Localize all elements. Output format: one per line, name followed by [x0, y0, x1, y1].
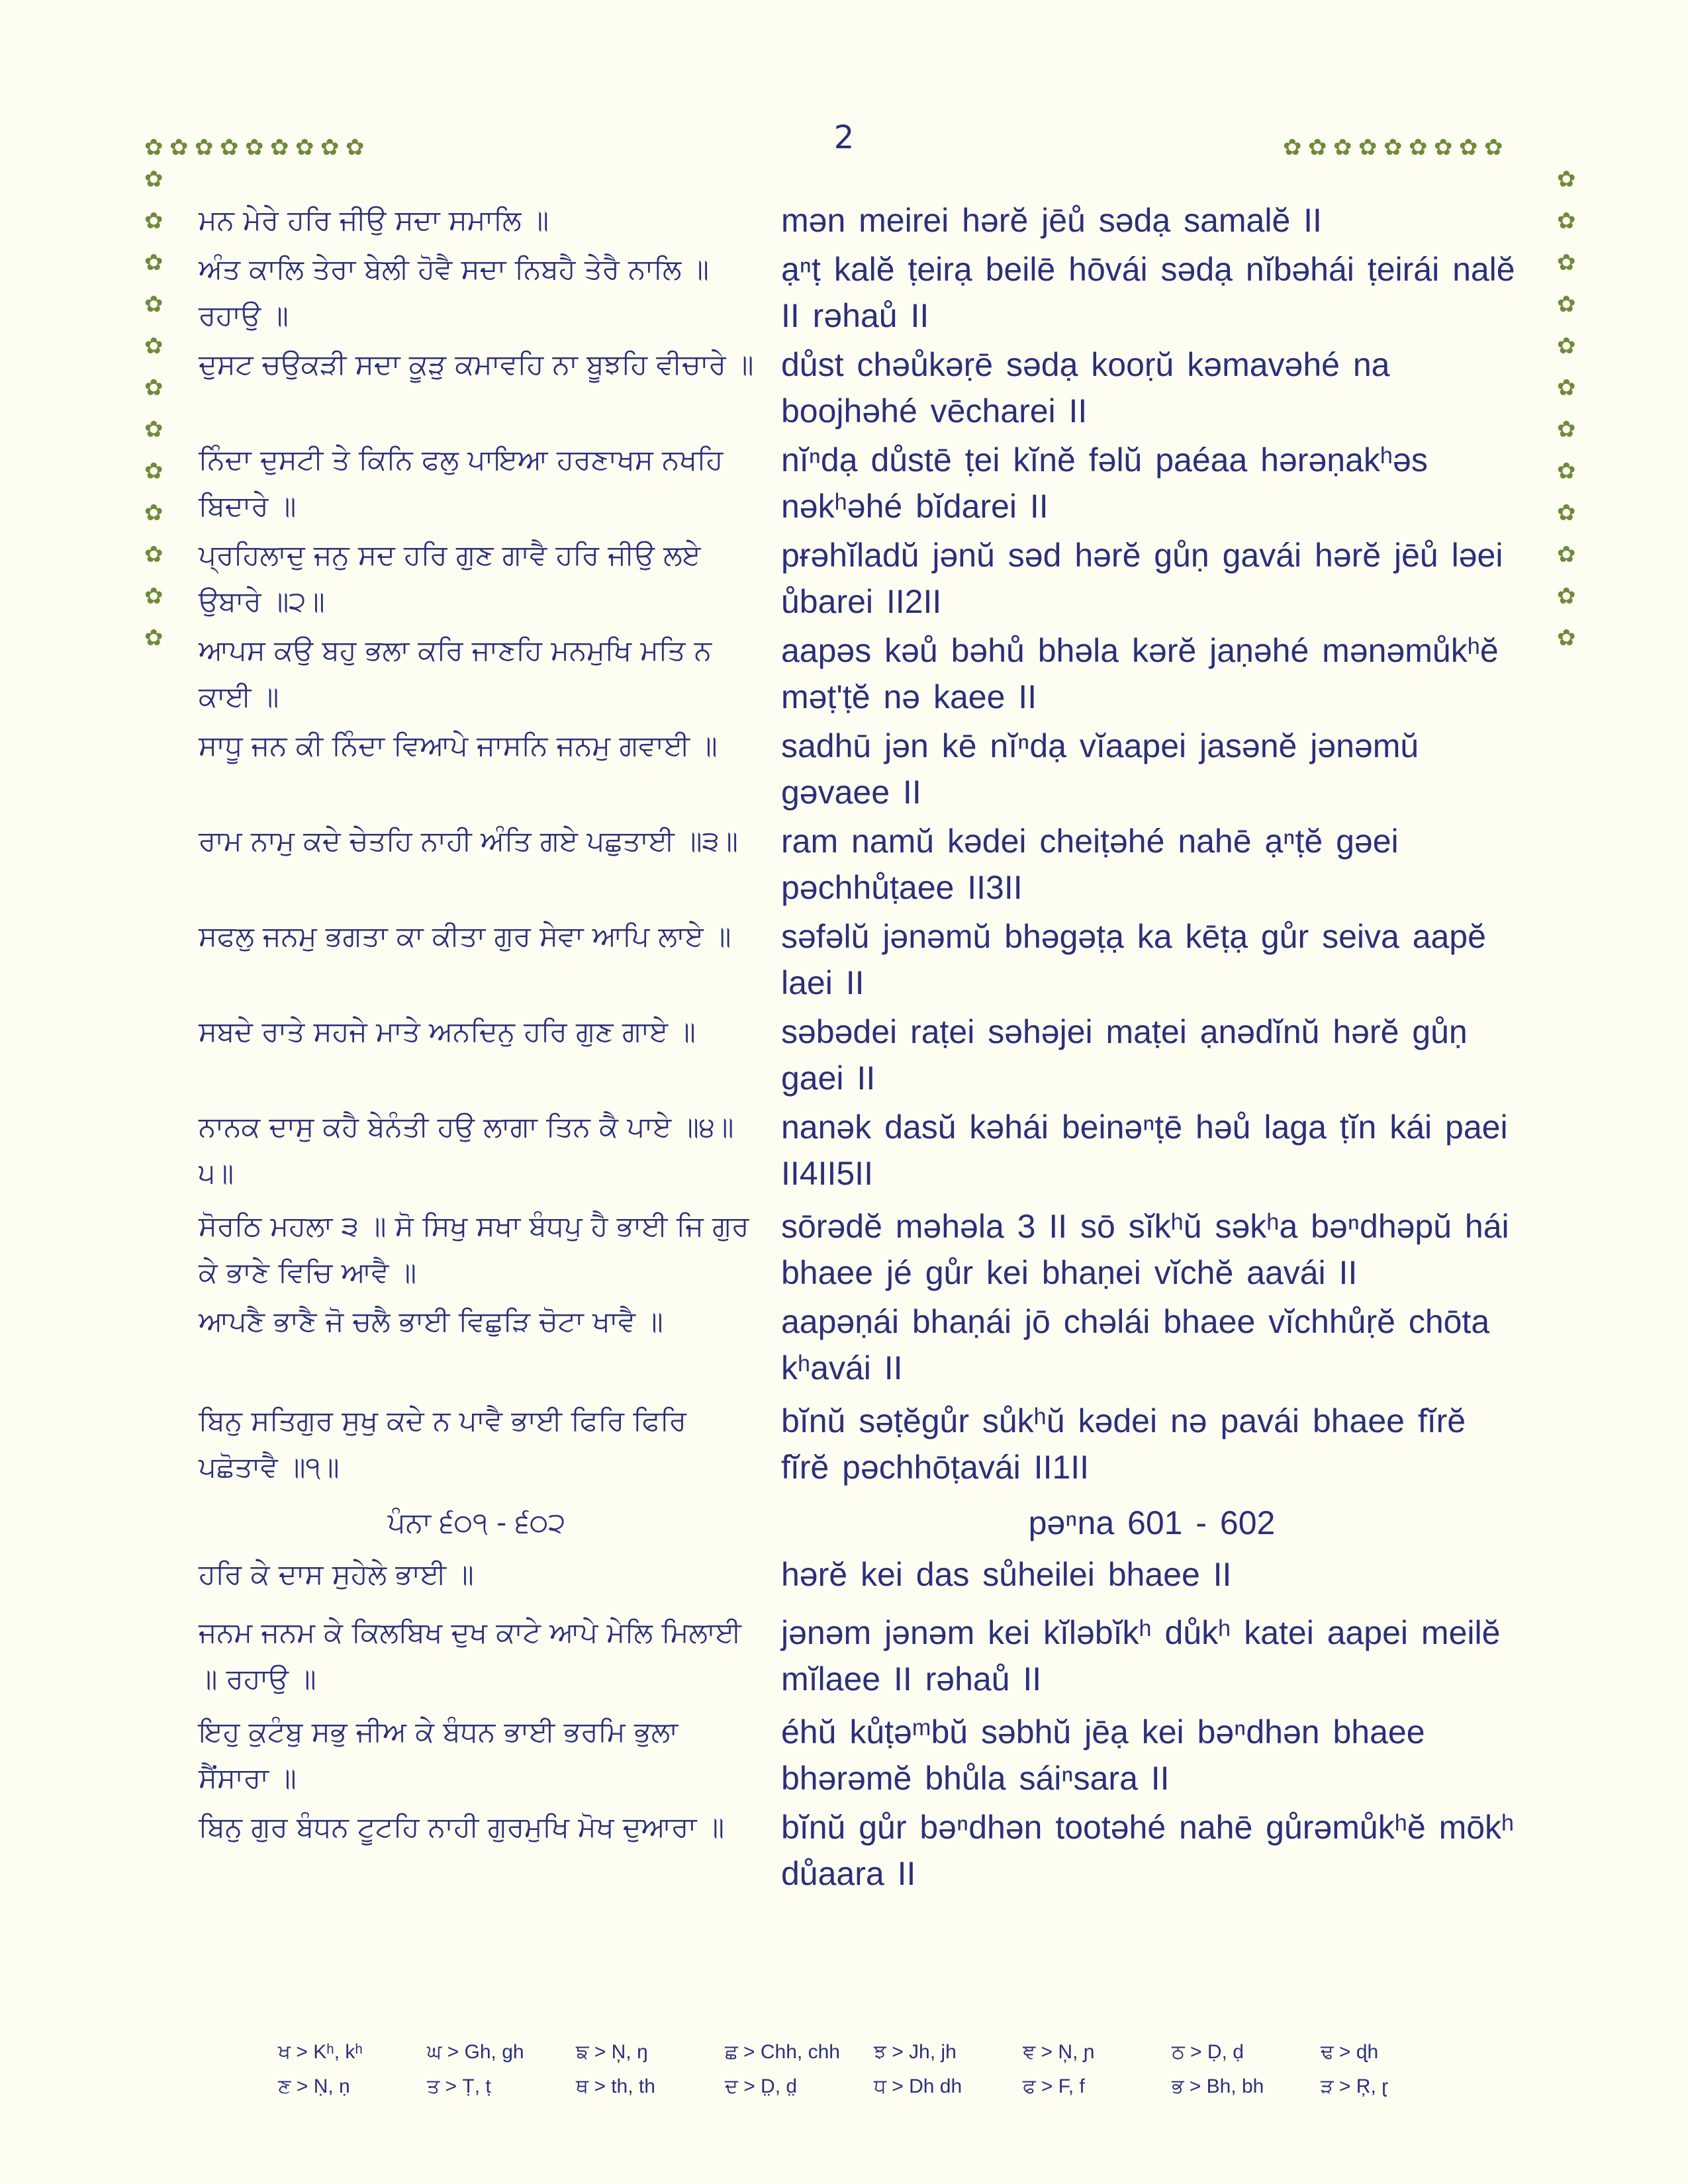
legend-entry: ਤ > Ṭ, ṭ — [427, 2075, 491, 2097]
flower-icon: ✿ — [144, 333, 164, 359]
verse-gurmukhi: ਸਫਲੁ ਜਨਮੁ ਭਗਤਾ ਕਾ ਕੀਤਾ ਗੁਰ ਸੇਵਾ ਆਪਿ ਲਾਏ ॥ — [199, 920, 731, 952]
verse-transliteration: nanək dasŭ kəhái beinəⁿṭē həů laga ṭĭn kái paei II4II5II — [781, 1109, 1508, 1192]
verse-row — [199, 246, 1536, 341]
flower-icon: ✿ — [320, 134, 340, 161]
legend-entry: ਥ > th, th — [576, 2075, 655, 2097]
flower-icon: ✿ — [169, 134, 189, 161]
verse-row — [199, 1203, 1536, 1298]
legend-entry: ਙ > N̦, ŋ — [576, 2041, 648, 2063]
flower-icon: ✿ — [144, 416, 164, 443]
flower-icon: ✿ — [1434, 134, 1453, 161]
flower-icon: ✿ — [1557, 208, 1576, 234]
legend-entry: ਝ > Jh, jh — [874, 2041, 957, 2063]
flower-icon: ✿ — [1557, 500, 1576, 526]
flower-icon: ✿ — [144, 375, 164, 401]
flower-icon: ✿ — [1557, 166, 1576, 193]
flower-icon: ✿ — [144, 291, 164, 318]
flower-icon: ✿ — [1409, 134, 1428, 161]
legend-entry: ਞ > N̦, ɲ — [1023, 2041, 1095, 2063]
verse-gurmukhi: ਰਾਮ ਨਾਮੁ ਕਦੇ ਚੇਤਹਿ ਨਾਹੀ ਅੰਤਿ ਗਏ ਪਛੁਤਾਈ ॥੩॥ — [199, 825, 738, 857]
verse-gurmukhi: ਨਾਨਕ ਦਾਸੁ ਕਹੈ ਬੇਨੰਤੀ ਹਉ ਲਾਗਾ ਤਿਨ ਕੈ ਪਾਏ ॥੪॥੫॥ — [199, 1111, 734, 1189]
verse-transliteration: éhŭ kůṭəᵐbŭ səbhŭ jēạ kei bəⁿdhən bhaee bhərəmĕ bhůla sáiⁿsara II — [781, 1713, 1425, 1797]
verse-gurmukhi: ਸਬਦੇ ਰਾਤੇ ਸਹਜੇ ਮਾਤੇ ਅਨਦਿਨੁ ਹਰਿ ਗੁਣ ਗਾਏ ॥ — [199, 1015, 696, 1048]
verse-gurmukhi: ਆਪਸ ਕਉ ਬਹੁ ਭਲਾ ਕਰਿ ਜਾਣਹਿ ਮਨਮੁਖਿ ਮਤਿ ਨ ਕਾਈ ॥ — [199, 634, 712, 713]
flower-icon: ✿ — [1484, 134, 1503, 161]
verse-gurmukhi: ਮਨ ਮੇਰੇ ਹਰਿ ਜੀਉ ਸਦਾ ਸਮਾਲਿ ॥ — [199, 204, 549, 236]
verse-row — [199, 197, 1536, 246]
verse-transliteration: ram namŭ kədei cheiṭəhé nahē ạⁿṭĕ gəei pəchhůṭaee II3II — [781, 823, 1399, 906]
verse-row — [199, 1009, 1536, 1104]
legend-entry: ਫ > F, f — [1023, 2075, 1085, 2097]
flower-icon: ✿ — [346, 134, 365, 161]
flower-icon: ✿ — [1383, 134, 1403, 161]
verse-transliteration: jənəm jənəm kei kĭləbĭkʰ důkʰ katei aapei meilĕ mĭlaee II rəhaů II — [781, 1614, 1501, 1698]
flower-icon: ✿ — [144, 208, 164, 234]
verse-transliteration: ạⁿṭ kalĕ ṭeirạ beilē hōvái sədạ nĭbəhái ṭeirái nalĕ II rəhaů II — [781, 251, 1515, 334]
verse-list — [199, 197, 1536, 1901]
verse-transliteration: bĭnŭ gůr bəⁿdhən tootəhé nahē gůrəmůkʰĕ mōkʰ důaara II — [781, 1809, 1515, 1892]
verse-transliteration: hərĕ kei das sůheilei bhaee II — [781, 1556, 1232, 1593]
verse-row — [199, 341, 1536, 437]
flower-icon: ✿ — [295, 134, 314, 161]
verse-gurmukhi: ਬਿਨੁ ਗੁਰ ਬੰਧਨ ਟੂਟਹਿ ਨਾਹੀ ਗੁਰਮੁਖਿ ਮੋਖ ਦੁਆਰਾ ॥ — [199, 1811, 725, 1843]
verse-row — [199, 1104, 1536, 1203]
flower-icon: ✿ — [245, 134, 264, 161]
flower-icon: ✿ — [144, 458, 164, 484]
flower-icon: ✿ — [144, 500, 164, 526]
verse-row — [199, 1398, 1536, 1494]
verse-row — [199, 1804, 1536, 1901]
verse-row — [199, 913, 1536, 1009]
flower-icon: ✿ — [1308, 134, 1327, 161]
flower-icon: ✿ — [220, 134, 239, 161]
verse-transliteration: aapəṇái bhaṇái jō chəlái bhaee vĭchhůṛĕ chōta kʰavái II — [781, 1303, 1490, 1387]
verse-transliteration: důst chəůkəṛē sədạ kooṛŭ kəmavəhé na boojhəhé vēcharei II — [781, 346, 1390, 430]
legend-row — [278, 2035, 1470, 2070]
verse-row — [199, 723, 1536, 818]
flower-icon: ✿ — [1557, 333, 1576, 359]
legend-entry: ਛ > Chh, chh — [725, 2041, 840, 2063]
verse-gurmukhi: ਇਹੁ ਕੁਟੰਬੁ ਸਭੁ ਜੀਅ ਕੇ ਬੰਧਨ ਭਾਈ ਭਰਮਿ ਭੁਲਾ ਸੈਂਸਾਰਾ ॥ — [199, 1715, 679, 1794]
flower-icon: ✿ — [144, 625, 164, 651]
flower-icon: ✿ — [1557, 541, 1576, 568]
flower-icon: ✿ — [270, 134, 289, 161]
verse-transliteration: nĭⁿdạ důstē ṭei kĭnĕ fəlŭ paéaa hərəṇakʰəs nəkʰəhé bĭdarei II — [781, 441, 1428, 525]
legend-entry: ੜ > Ŗ, ɽ — [1321, 2075, 1389, 2097]
legend-entry: ਦ > D̤, d̤ — [725, 2075, 798, 2097]
verse-row — [199, 818, 1536, 913]
verse-transliteration: sadhū jən kē nĭⁿdạ vĭaapei jasənĕ jənəmŭ gəvaee II — [781, 727, 1419, 811]
verse-gurmukhi: ਅੰਤ ਕਾਲਿ ਤੇਰਾ ਬੇਲੀ ਹੋਵੈ ਸਦਾ ਨਿਬਹੈ ਤੇਰੈ ਨਾਲਿ ॥ ਰਹਾਉ ॥ — [199, 253, 709, 332]
verse-row — [199, 532, 1536, 627]
section-heading-gurmukhi: ਪੰਨਾ ੬੦੧ - ੬੦੨ — [387, 1506, 566, 1539]
flower-icon: ✿ — [1557, 458, 1576, 484]
section-heading-transliteration: pəⁿna 601 - 602 — [1028, 1504, 1276, 1541]
flower-icon: ✿ — [1557, 375, 1576, 401]
legend-row — [278, 2070, 1470, 2104]
verse-gurmukhi: ਪ੍ਰਹਿਲਾਦੁ ਜਨੁ ਸਦ ਹਰਿ ਗੁਣ ਗਾਵੈ ਹਰਿ ਜੀਉ ਲਏ ਉਬਾਰੇ ॥੨॥ — [199, 539, 701, 617]
flower-icon: ✿ — [144, 583, 164, 610]
flower-icon: ✿ — [195, 134, 214, 161]
verse-transliteration: mən meirei hərĕ jēů sədạ samalĕ II — [781, 202, 1322, 239]
flower-icon: ✿ — [1557, 625, 1576, 651]
flower-icon: ✿ — [1358, 134, 1378, 161]
flower-icon: ✿ — [1557, 250, 1576, 276]
flower-icon: ✿ — [1557, 291, 1576, 318]
verse-row — [199, 1298, 1536, 1398]
flower-icon: ✿ — [144, 541, 164, 568]
verse-transliteration: pɍəhĭladŭ jənŭ səd hərĕ gůṇ gavái hərĕ jēů ləei ůbarei II2II — [781, 537, 1503, 620]
flower-icon: ✿ — [144, 250, 164, 276]
verse-row — [199, 1551, 1536, 1610]
legend-entry: ਧ > Dh dh — [874, 2075, 962, 2097]
verse-transliteration: aapəs kəů bəhů bhəla kərĕ jaṇəhé mənəmůkʰĕ məṭ'ṭĕ nə kaee II — [781, 632, 1499, 715]
transliteration-legend — [278, 2035, 1470, 2104]
verse-transliteration: bĭnŭ səṭĕgůr sůkʰŭ kədei nə pavái bhaee fĭrĕ fĭrĕ pəchhōṭavái II1II — [781, 1402, 1466, 1486]
legend-entry: ਘ > Gh, gh — [427, 2041, 524, 2063]
flower-icon: ✿ — [1283, 134, 1302, 161]
legend-entry: ਢ > ɖh — [1321, 2041, 1379, 2063]
flower-icon: ✿ — [144, 166, 164, 193]
verse-gurmukhi: ਆਪਣੈ ਭਾਣੈ ਜੋ ਚਲੈ ਭਾਈ ਵਿਛੁੜਿ ਚੋਟਾ ਖਾਵੈ ॥ — [199, 1305, 663, 1338]
verse-gurmukhi: ਹਰਿ ਕੇ ਦਾਸ ਸੁਹੇਲੇ ਭਾਈ ॥ — [199, 1558, 474, 1590]
verse-row — [199, 1610, 1536, 1709]
legend-entry: ਭ > Bh, bh — [1172, 2075, 1264, 2097]
verse-gurmukhi: ਸਾਧੂ ਜਨ ਕੀ ਨਿੰਦਾ ਵਿਆਪੇ ਜਾਸਨਿ ਜਨਮੁ ਗਵਾਈ ॥ — [199, 729, 718, 762]
verse-gurmukhi: ਬਿਨੁ ਸਤਿਗੁਰ ਸੁਖੁ ਕਦੇ ਨ ਪਾਵੈ ਭਾਈ ਫਿਰਿ ਫਿਰਿ ਪਛੋਤਾਵੈ ॥੧॥ — [199, 1404, 686, 1483]
verse-gurmukhi: ਜਨਮ ਜਨਮ ਕੇ ਕਿਲਬਿਖ ਦੁਖ ਕਾਟੇ ਆਪੇ ਮੇਲਿ ਮਿਲਾਈ ॥ ਰਹਾਉ ॥ — [199, 1616, 741, 1695]
verse-row — [199, 627, 1536, 723]
legend-entry: ਠ > Ḍ, ḍ — [1172, 2041, 1244, 2063]
verse-transliteration: səfəlŭ jənəmŭ bhəgəṭạ ka kēṭạ gůr seiva aapĕ laei II — [781, 918, 1486, 1001]
verse-gurmukhi: ਸੋਰਠਿ ਮਹਲਾ ੩ ॥ ਸੋ ਸਿਖੁ ਸਖਾ ਬੰਧਪੁ ਹੈ ਭਾਈ ਜਿ ਗੁਰ ਕੇ ਭਾਣੇ ਵਿਚਿ ਆਵੈ ॥ — [199, 1210, 749, 1289]
verse-row — [199, 437, 1536, 532]
legend-entry: ਣ > Ṇ, ṇ — [278, 2075, 350, 2097]
flower-icon: ✿ — [144, 134, 164, 161]
verse-gurmukhi: ਦੁਸਟ ਚਉਕੜੀ ਸਦਾ ਕੂੜੁ ਕਮਾਵਹਿ ਨਾ ਬੂਝਹਿ ਵੀਚਾਰੇ ॥ — [199, 348, 754, 381]
section-heading — [199, 1494, 1536, 1551]
flower-icon: ✿ — [1557, 416, 1576, 443]
page-number: 2 — [833, 119, 855, 156]
flower-icon: ✿ — [1557, 583, 1576, 610]
verse-gurmukhi: ਨਿੰਦਾ ਦੁਸਟੀ ਤੇ ਕਿਨਿ ਫਲੁ ਪਾਇਆ ਹਰਣਾਖਸ ਨਖਹਿ ਬਿਦਾਰੇ ॥ — [199, 443, 724, 522]
flower-icon: ✿ — [1459, 134, 1478, 161]
verse-transliteration: sōrədĕ məhəla 3 II sō sĭkʰŭ səkʰa bəⁿdhəpŭ hái bhaee jé gůr kei bhaṇei vĭchĕ aavái II — [781, 1208, 1509, 1291]
verse-row — [199, 1709, 1536, 1804]
legend-entry: ਖ > Kʰ, kʰ — [278, 2041, 363, 2063]
verse-transliteration: səbədei raṭei səhəjei maṭei ạnədĭnŭ hərĕ gůṇ gaei II — [781, 1013, 1468, 1097]
flower-icon: ✿ — [1333, 134, 1352, 161]
